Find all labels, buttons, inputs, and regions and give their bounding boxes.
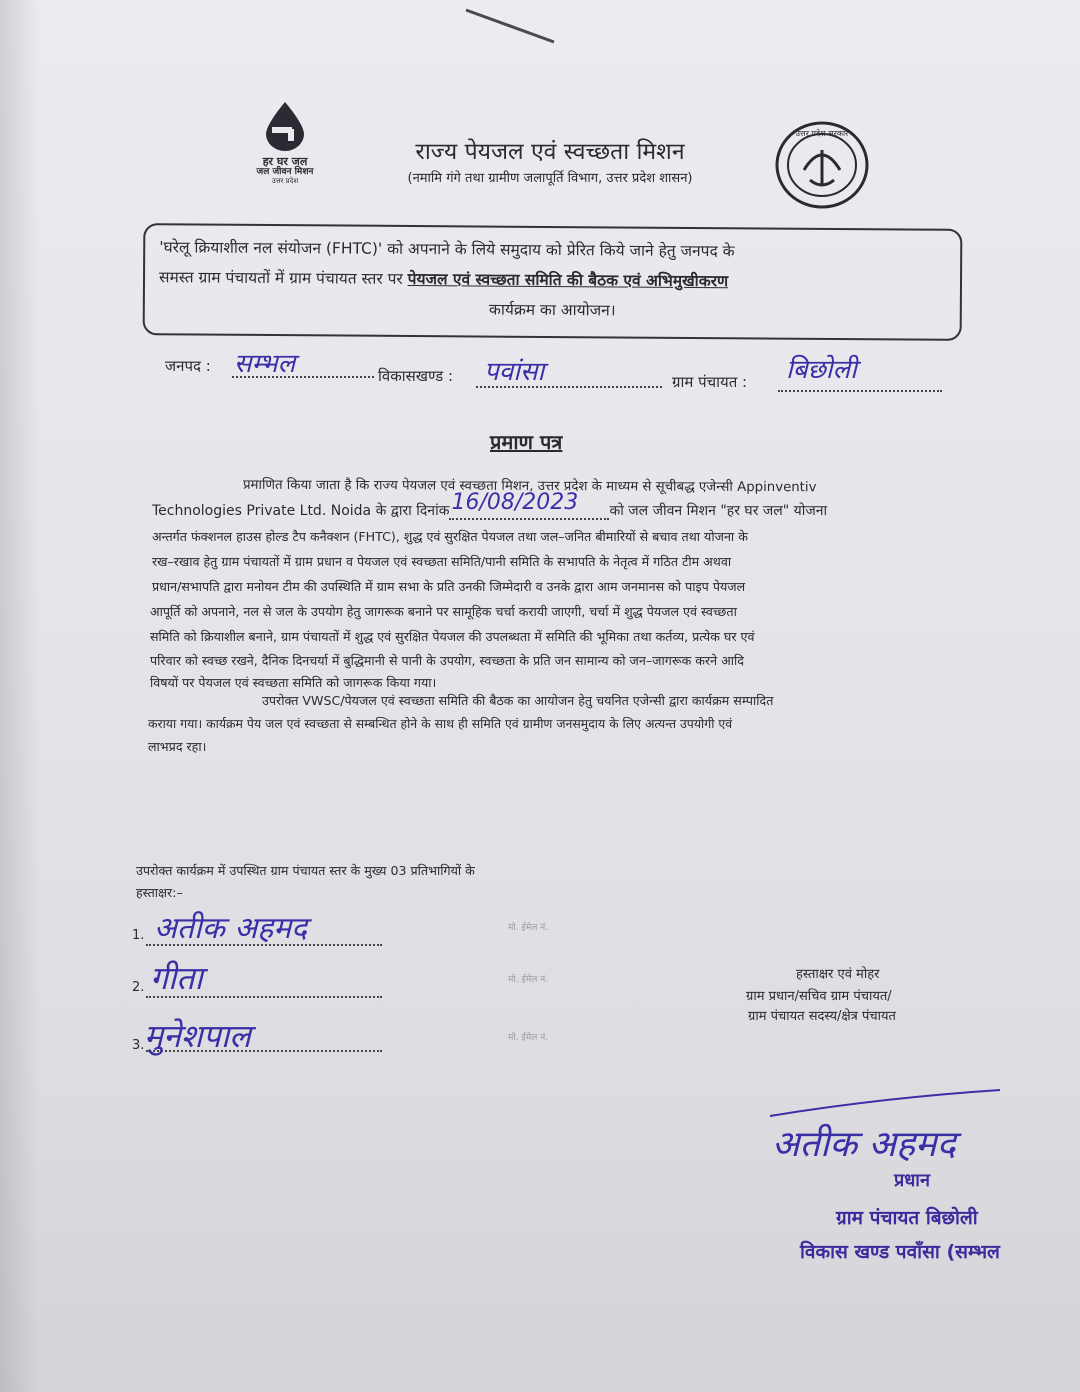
participant-signature: अतीक अहमद xyxy=(154,911,308,946)
logo-text: हर घर जल xyxy=(262,155,308,168)
district-value: सम्भल xyxy=(234,349,296,379)
signature-role: ग्राम प्रधान/सचिव ग्राम पंचायत/ xyxy=(746,989,892,1004)
district-field xyxy=(232,350,374,378)
block-label: विकासखण्ड : xyxy=(378,367,454,385)
seal-text: उत्तर प्रदेश सरकार xyxy=(795,129,849,138)
box-line: कार्यक्रम का आयोजन। xyxy=(488,300,616,320)
district-label: जनपद : xyxy=(165,357,211,375)
body-text: को जल जीवन मिशन "हर घर जल" योजना xyxy=(609,503,828,519)
body-line: परिवार को स्वच्छ रखने, दैनिक दिनचर्या में बुद्धिमानी से पानी के उपयोग, स्वच्छता के प्रति जन सामान्य को जन–जागरूक करने आदि xyxy=(150,653,744,668)
page-subtitle: (नमामि गंगे तथा ग्रामीण जलापूर्ति विभाग, उत्तर प्रदेश शासन) xyxy=(407,171,693,186)
panchayat-label: ग्राम पंचायत : xyxy=(672,373,748,391)
stamp-block: विकास खण्ड पवाँसा (सम्भल xyxy=(800,1241,1000,1263)
certificate-title: प्रमाण पत्र xyxy=(490,430,563,454)
participant-row xyxy=(132,1017,382,1060)
participant-note: मो. ईमेल नं. xyxy=(508,923,549,933)
logo-text: जल जीवन मिशन xyxy=(256,167,314,177)
box-text: समस्त ग्राम पंचायतों में ग्राम पंचायत स्तर पर xyxy=(158,268,408,288)
participant-number: 1. xyxy=(132,928,145,943)
pradhan-signature: अतीक अहमद xyxy=(772,1124,956,1165)
panchayat-field xyxy=(778,355,942,392)
logo-text: उत्तर प्रदेश xyxy=(271,177,299,185)
participant-number: 2. xyxy=(132,980,145,995)
body-line: अन्तर्गत फंक्शनल हाउस होल्ड टैप कनैक्शन (FHTC), शुद्ध एवं सुरक्षित पेयजल तथा जल–जनित बीमारियों से बचाव तथा योजना के xyxy=(152,529,748,544)
participant-signature: मुनेशपाल xyxy=(144,1017,251,1055)
participant-number: 3. xyxy=(132,1038,145,1053)
panchayat-value: बिछोली xyxy=(786,355,857,385)
body-line: समिति को क्रियाशील बनाने, ग्राम पंचायतों में शुद्ध एवं सुरक्षित पेयजल की उपलब्धता में समिति की भूमिका तथा कर्तव्य, प्रत्येक घर एवं xyxy=(150,629,755,644)
pin-mark xyxy=(462,2,562,48)
participants-intro: उपरोक्त कार्यक्रम में उपस्थित ग्राम पंचायत स्तर के मुख्य 03 प्रतिभागियों के xyxy=(136,863,475,878)
page-title: राज्य पेयजल एवं स्वच्छता मिशन xyxy=(415,139,685,165)
block-value: पवांसा xyxy=(484,357,545,387)
box-underlined-text: पेयजल एवं स्वच्छता समिति की बैठक एवं अभिमुखीकरण xyxy=(407,269,729,291)
participant-note: मो. ईमेल नं. xyxy=(508,1033,549,1043)
participant-row xyxy=(132,959,382,1000)
participant-note: मो. ईमेल नं. xyxy=(508,975,549,985)
block-field xyxy=(476,357,662,388)
box-line xyxy=(159,265,949,293)
body-line: प्रमाणित किया जाता है कि राज्य पेयजल एवं स्वच्छता मिशन, उत्तर प्रदेश के माध्यम से सूचीबद्ध एजेन्सी Appinventiv xyxy=(242,477,817,496)
body-line: प्रधान/सभापति द्वारा मनोयन टीम की उपस्थिति में ग्राम सभा के प्रति उनकी जिम्मेदारी व उनके द्वारा आम जनमानस को पाइप पेयजल xyxy=(152,579,746,594)
body-line: विषयों पर पेयजल एवं स्वच्छता समिति को जागरूक किया गया। xyxy=(150,675,437,690)
body-text: Technologies Private Ltd. Noida के द्वारा दिनांक xyxy=(152,503,450,519)
body-line: उपरोक्त VWSC/पेयजल एवं स्वच्छता समिति की बैठक का आयोजन हेतु चयनित एजेन्सी द्वारा कार्यक्रम सम्पादित xyxy=(262,693,774,708)
stamp-title: प्रधान xyxy=(894,1170,930,1191)
stamp-panchayat: ग्राम पंचायत बिछोली xyxy=(836,1207,978,1229)
har-ghar-jal-logo xyxy=(240,100,330,185)
body-line: लाभप्रद रहा। xyxy=(148,739,207,754)
body-line: कराया गया। कार्यक्रम पेय जल एवं स्वच्छता से सम्बन्धित होने के साथ ही समिति एवं ग्रामीण जनसमुदाय के लिए अत्यन्त उपयोगी एवं xyxy=(148,716,733,731)
date-value: 16/08/2023 xyxy=(451,490,579,515)
participant-signature: गीता xyxy=(150,959,203,997)
signature-stroke xyxy=(760,1088,1010,1118)
page-shadow xyxy=(0,0,40,1392)
participants-intro: हस्ताक्षर:– xyxy=(136,885,183,900)
signature-role: ग्राम पंचायत सदस्य/क्षेत्र पंचायत xyxy=(748,1009,896,1024)
participant-row xyxy=(132,912,382,948)
body-line: आपूर्ति को अपनाने, नल से जल के उपयोग हेतु जागरूक बनाने पर सामूहिक चर्चा करायी जाएगी, चर्चा में शुद्ध पेयजल एवं स्वच्छता xyxy=(150,604,737,619)
body-line xyxy=(152,490,828,520)
signature-heading: हस्ताक्षर एवं मोहर xyxy=(796,967,880,982)
up-government-seal xyxy=(774,120,870,210)
program-box xyxy=(143,223,963,341)
box-line: 'घरेलू क्रियाशील नल संयोजन (FHTC)' को अपनाने के लिये समुदाय को प्रेरित किये जाने हेतु जनपद के xyxy=(159,238,735,261)
water-drop-icon xyxy=(260,100,310,152)
body-line: रख–रखाव हेतु ग्राम पंचायतों में ग्राम प्रधान व पेयजल एवं स्वच्छता समिति/पानी समिति के सभापति के नेतृत्व में गठित टीम अथवा xyxy=(152,554,732,569)
date-field xyxy=(449,490,609,520)
